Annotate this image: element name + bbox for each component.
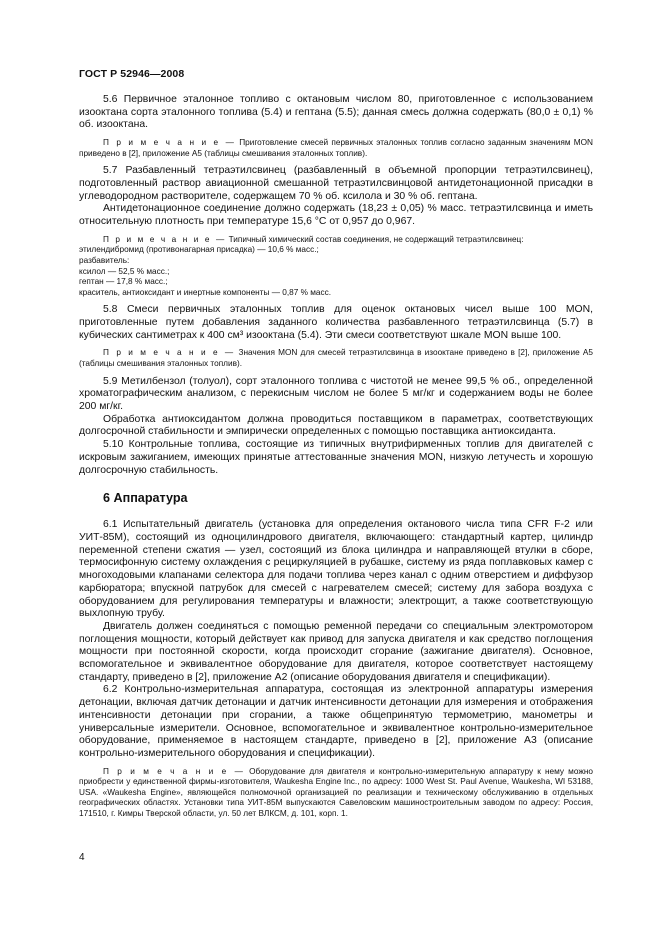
note-text: Оборудование для двигателя и контрольно-измерительную аппаратуру к нему можно приобрести у единственной фирмы-изготовителя, Waukesha Engine Inc., по адресу: 1000 West St. Paul Avenue, Waukesha, WI 53188, USA. «Waukesha Engine», являющейся полномочной организацией по реализации и техническому обслуживанию в отдельных географических областях. Установки типа УИТ-85М выпускаются Савеловским машиностроительным заводом по адресу: Россия, 171510, г. Кимры Тверской области, ул. 50 лет ВЛКСМ, д. 101, корп. 1.	[79, 766, 593, 819]
clause-6-1: 6.1 Испытательный двигатель (установка для определения октанового числа типа CFR F-2 или УИТ-85М), состоящий из одноцилиндрового двигателя, включающего: стандартный картер, цилиндр переменной степени сжатия — узел, состоящий из блока цилиндра и направляющей втулки в сборе, термосифонную систему охлаждения с рециркуляцией в рубашке, систему из ряда поплавковых камер с многоходовыми клапанами селектора для подачи топлива через канал с одним отверстием и диффузор карбюратора; впускной патрубок для смесей с нагревателем смесей; систему для забора воздуха с оборудованием для регулирования температуры и влажности; электрощит, а также соответствующую выхлопную трубу.	[79, 519, 593, 620]
note	[79, 138, 593, 159]
composition-line: гептан — 17,8 % масс.;	[79, 277, 168, 287]
paragraph: Обработка антиоксидантом должна проводиться поставщиком в параметрах, соответствующих долгосрочной стабильности и эмпирически определенных с помощью поставщика антиоксиданта.	[79, 413, 593, 438]
note-lead: П р и м е ч а н и е —	[103, 234, 227, 244]
composition-line: краситель, антиоксидант и инертные компоненты — 0,87 % масс.	[79, 287, 332, 297]
note-text: Типичный химический состав соединения, не содержащий тетраэтилсвинец:	[226, 234, 524, 244]
note	[79, 767, 593, 820]
clause-5-9: 5.9 Метилбензол (толуол), сорт эталонного топлива с чистотой не менее 99,5 % об., определенной хроматографическим анализом, с перекисным числом не более 5 мг/кг и содержанием воды не более 200 мг/кг.	[79, 375, 593, 413]
note-lead: П р и м е ч а н и е —	[103, 138, 236, 148]
clause-6-2: 6.2 Контрольно-измерительная аппаратура, состоящая из электронной аппаратуры измерения детонации, включая датчик детонации и датчик интенсивности детонации для измерения и отображения интенсивности детонации при сгорании, а также общепринятую термометрию, манометры и универсальные измерители. Основное, вспомогательное и эквивалентное контрольно-измерительное оборудование, применяемое в настоящем стандарте, приведено в [2], приложение А3 (описание контрольно-измерительного оборудования и спецификации).	[79, 684, 593, 759]
note	[79, 348, 593, 369]
note	[79, 235, 593, 246]
composition-line: ксилол — 52,5 % масс.;	[79, 266, 170, 276]
composition-line: этилендибромид (противонагарная присадка) — 10,6 % масс.;	[79, 245, 319, 255]
clause-5-6: 5.6 Первичное эталонное топливо с октановым числом 80, приготовленное с использованием изооктана сорта эталонного топлива (5.4) и гептана (5.5); данная смесь должна содержать (80,0 ± 0,1) % об. изооктана.	[79, 94, 593, 131]
paragraph: Двигатель должен соединяться с помощью ременной передачи со специальным электромотором поглощения мощности, который действует как привод для запуска двигателя и как средство поглощения мощности при постоянной скорости, когда происходит сгорание (зажигание двигателя). Основное, вспомогательное и эквивалентное оборудование для двигателя, которое соответствует настоящему стандарту, приведено в [2], приложение А2 (описание оборудования двигателя и спецификации).	[79, 620, 593, 683]
clause-5-7: 5.7 Разбавленный тетраэтилсвинец (разбавленный в объемной пропорции тетраэтилсвинец), подготовленный раствор авиационной смешанной тетраэтилсвинцовой антидетонационной присадки в углеводородном растворителе, содержащем 70 % об. ксилола и 30 % об. гептана.	[79, 165, 593, 202]
paragraph: Антидетонационное соединение должно содержать (18,23 ± 0,05) % масс. тетраэтилсвинца и иметь относительную плотность при температуре 15,6 °С от 0,957 до 0,967.	[79, 203, 593, 228]
document-body	[79, 94, 593, 820]
clause-5-8: 5.8 Смеси первичных эталонных топлив для оценок октановых чисел выше 100 MON, приготовленные путем добавления заданного количества разбавленного тетраэтилсвинца (5.7) в кубических сантиметрах к 400 см³ изооктана (5.4). Эти смеси соответствуют шкале MON выше 100.	[79, 304, 593, 341]
note-text: Приготовление смесей первичных эталонных топлив согласно заданным значениям MON приведено в [2], приложение А5 (таблицы смешивания эталонных топлив).	[79, 138, 593, 158]
section-heading: 6 Аппаратура	[103, 491, 188, 506]
page-number: 4	[79, 852, 85, 863]
clause-5-10: 5.10 Контрольные топлива, состоящие из типичных внутрифирменных топлив для двигателей с искровым зажиганием, имеющих принятые аттестованные значения MON, низкую летучесть и хорошую долгосрочную стабильность.	[79, 439, 593, 476]
note-lead: П р и м е ч а н и е —	[103, 348, 236, 358]
composition-line: разбавитель:	[79, 256, 130, 265]
note-text: Значения MON для смесей тетраэтилсвинца в изооктане приведено в [2], приложение А5 (таблицы смешивания эталонных топлив).	[79, 348, 593, 369]
note-lead: П р и м е ч а н и е —	[103, 766, 245, 776]
document-header: ГОСТ Р 52946—2008	[79, 68, 185, 80]
